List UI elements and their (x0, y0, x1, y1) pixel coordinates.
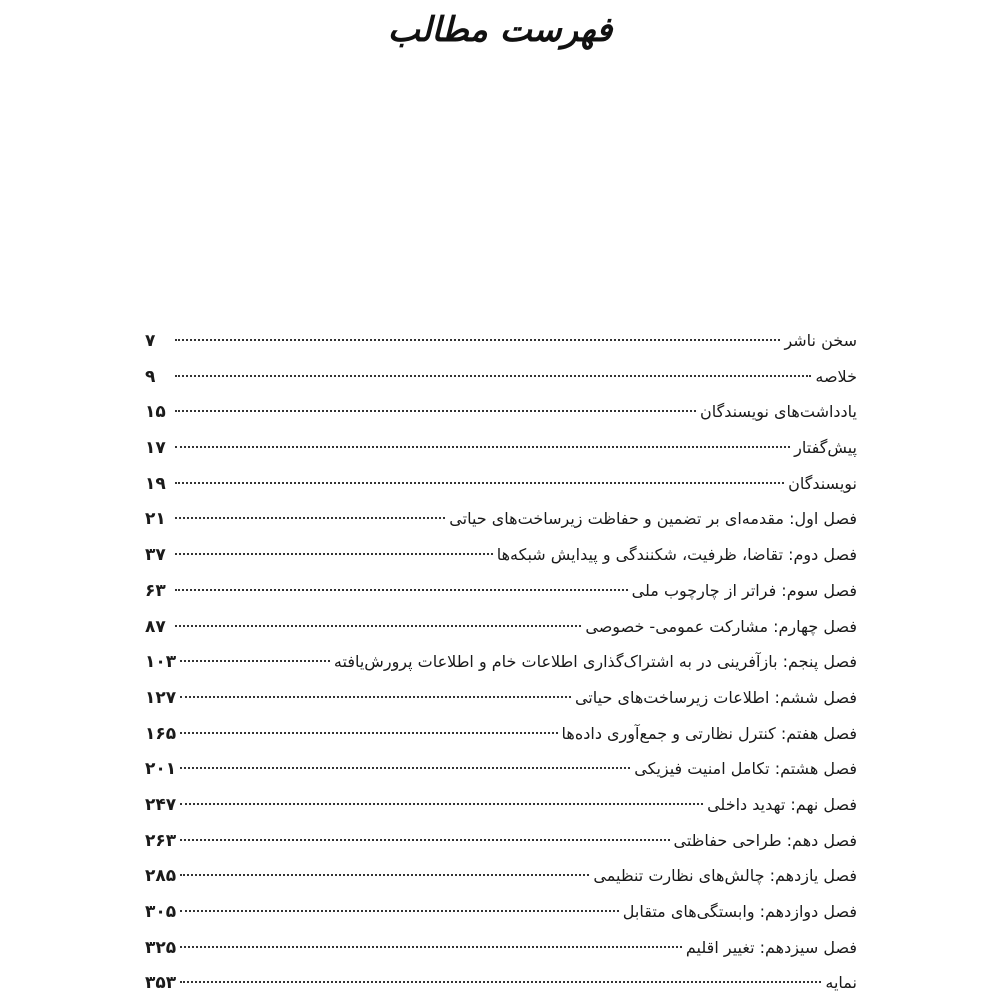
toc-entry-page-number: ۳۲۵ (145, 937, 177, 958)
toc-entry[interactable] (145, 716, 857, 752)
dot-leader (175, 553, 493, 555)
toc-entry-page-number: ۱۹ (145, 473, 166, 494)
toc-entry-title: خلاصه (815, 366, 857, 386)
toc-entry-title: سخن ناشر (784, 331, 857, 350)
toc-entry-page-number: ۹ (145, 366, 156, 387)
toc-entry[interactable] (145, 430, 857, 466)
toc-entry[interactable] (145, 823, 857, 859)
toc-entry-page-number: ۱۵ (145, 402, 166, 423)
toc-entry-page-number: ۳۷ (145, 545, 166, 566)
toc-entry[interactable] (145, 609, 857, 645)
toc-entry-page-number: ۲۶۳ (145, 830, 177, 851)
toc-entry-page-number: ۶۳ (145, 580, 166, 601)
toc-entry-page-number: ۲۴۷ (145, 794, 177, 815)
toc-entry[interactable] (145, 573, 857, 609)
toc-entry-title: فصل اول: مقدمه‌ای بر تضمین و حفاظت زیرساخت‌های حیاتی (449, 509, 857, 529)
toc-entry-title: پیش‌گفتار (794, 438, 857, 458)
toc-entry[interactable] (145, 858, 857, 894)
toc-entry[interactable] (145, 751, 857, 787)
toc-entry[interactable] (145, 930, 857, 966)
dot-leader (175, 482, 784, 484)
dot-leader (175, 375, 811, 377)
toc-entry-page-number: ۱۶۵ (145, 723, 177, 744)
toc-entry-title: فصل دهم: طراحی حفاظتی (673, 830, 857, 850)
dot-leader (180, 660, 330, 662)
toc-entry-title: فصل دوم: تقاضا، ظرفیت، شکنندگی و پیدایش شبکه‌ها (496, 545, 857, 565)
dot-leader (180, 803, 703, 805)
dot-leader (175, 589, 628, 591)
toc-entry[interactable] (145, 965, 857, 1001)
toc-entry-title: فصل دوازدهم: وابستگی‌های متقابل (622, 902, 857, 921)
toc-entry-page-number: ۸۷ (145, 616, 166, 637)
toc-entry-title: فصل سوم: فراتر از چارچوب ملی (631, 580, 857, 600)
dot-leader (175, 339, 780, 341)
toc-entry-title: نویسندگان (788, 473, 857, 493)
toc-entry-title: فصل هشتم: تکامل امنیت فیزیکی (634, 759, 857, 779)
dot-leader (180, 946, 682, 948)
toc-entry[interactable] (145, 359, 857, 395)
dot-leader (175, 517, 445, 519)
toc-entry-page-number: ۷ (145, 331, 156, 351)
dot-leader (180, 696, 571, 698)
dot-leader (180, 874, 589, 876)
toc-entry[interactable] (145, 787, 857, 823)
dot-leader (175, 625, 581, 627)
dot-leader (180, 839, 669, 841)
dot-leader (175, 410, 696, 412)
dot-leader (180, 732, 557, 734)
toc-entry[interactable] (145, 501, 857, 537)
toc-entry-page-number: ۳۰۵ (145, 902, 177, 922)
toc-entry-page-number: ۱۲۷ (145, 687, 177, 708)
dot-leader (180, 910, 619, 912)
dot-leader (175, 446, 790, 448)
toc-entry-page-number: ۱۷ (145, 438, 166, 459)
toc-entry-page-number: ۳۵۳ (145, 973, 177, 994)
toc-entry-page-number: ۲۱ (145, 509, 166, 530)
toc-entry-title: فصل سیزدهم: تغییر اقلیم (685, 937, 857, 957)
toc-entry-page-number: ۲۸۵ (145, 866, 177, 887)
page-title: فهرست مطالب (387, 10, 613, 50)
table-of-contents (145, 323, 857, 1001)
toc-entry-title: فصل پنجم: بازآفرینی در به اشتراک‌گذاری اطلاعات خام و اطلاعات پرورش‌یافته (333, 652, 857, 672)
toc-entry[interactable] (145, 394, 857, 430)
dot-leader (180, 767, 630, 769)
toc-entry[interactable] (145, 323, 857, 359)
toc-entry-page-number: ۱۰۳ (145, 652, 177, 673)
toc-entry[interactable] (145, 644, 857, 680)
toc-entry[interactable] (145, 894, 857, 930)
toc-entry-title: فصل یازدهم: چالش‌های نظارت تنظیمی (593, 866, 857, 886)
toc-entry-page-number: ۲۰۱ (145, 759, 177, 780)
toc-entry-title: فصل چهارم: مشارکت عمومی- خصوصی (585, 616, 857, 636)
toc-entry-title: نمایه (825, 973, 857, 993)
toc-entry-title: فصل نهم: تهدید داخلی (707, 794, 857, 814)
dot-leader (180, 981, 821, 983)
toc-entry-title: فصل ششم: اطلاعات زیرساخت‌های حیاتی (574, 687, 857, 707)
toc-entry-title: یادداشت‌های نویسندگان (700, 402, 857, 422)
toc-entry[interactable] (145, 537, 857, 573)
toc-entry[interactable] (145, 466, 857, 502)
toc-entry-title: فصل هفتم: کنترل نظارتی و جمع‌آوری داده‌ها (561, 723, 857, 743)
toc-entry[interactable] (145, 680, 857, 716)
